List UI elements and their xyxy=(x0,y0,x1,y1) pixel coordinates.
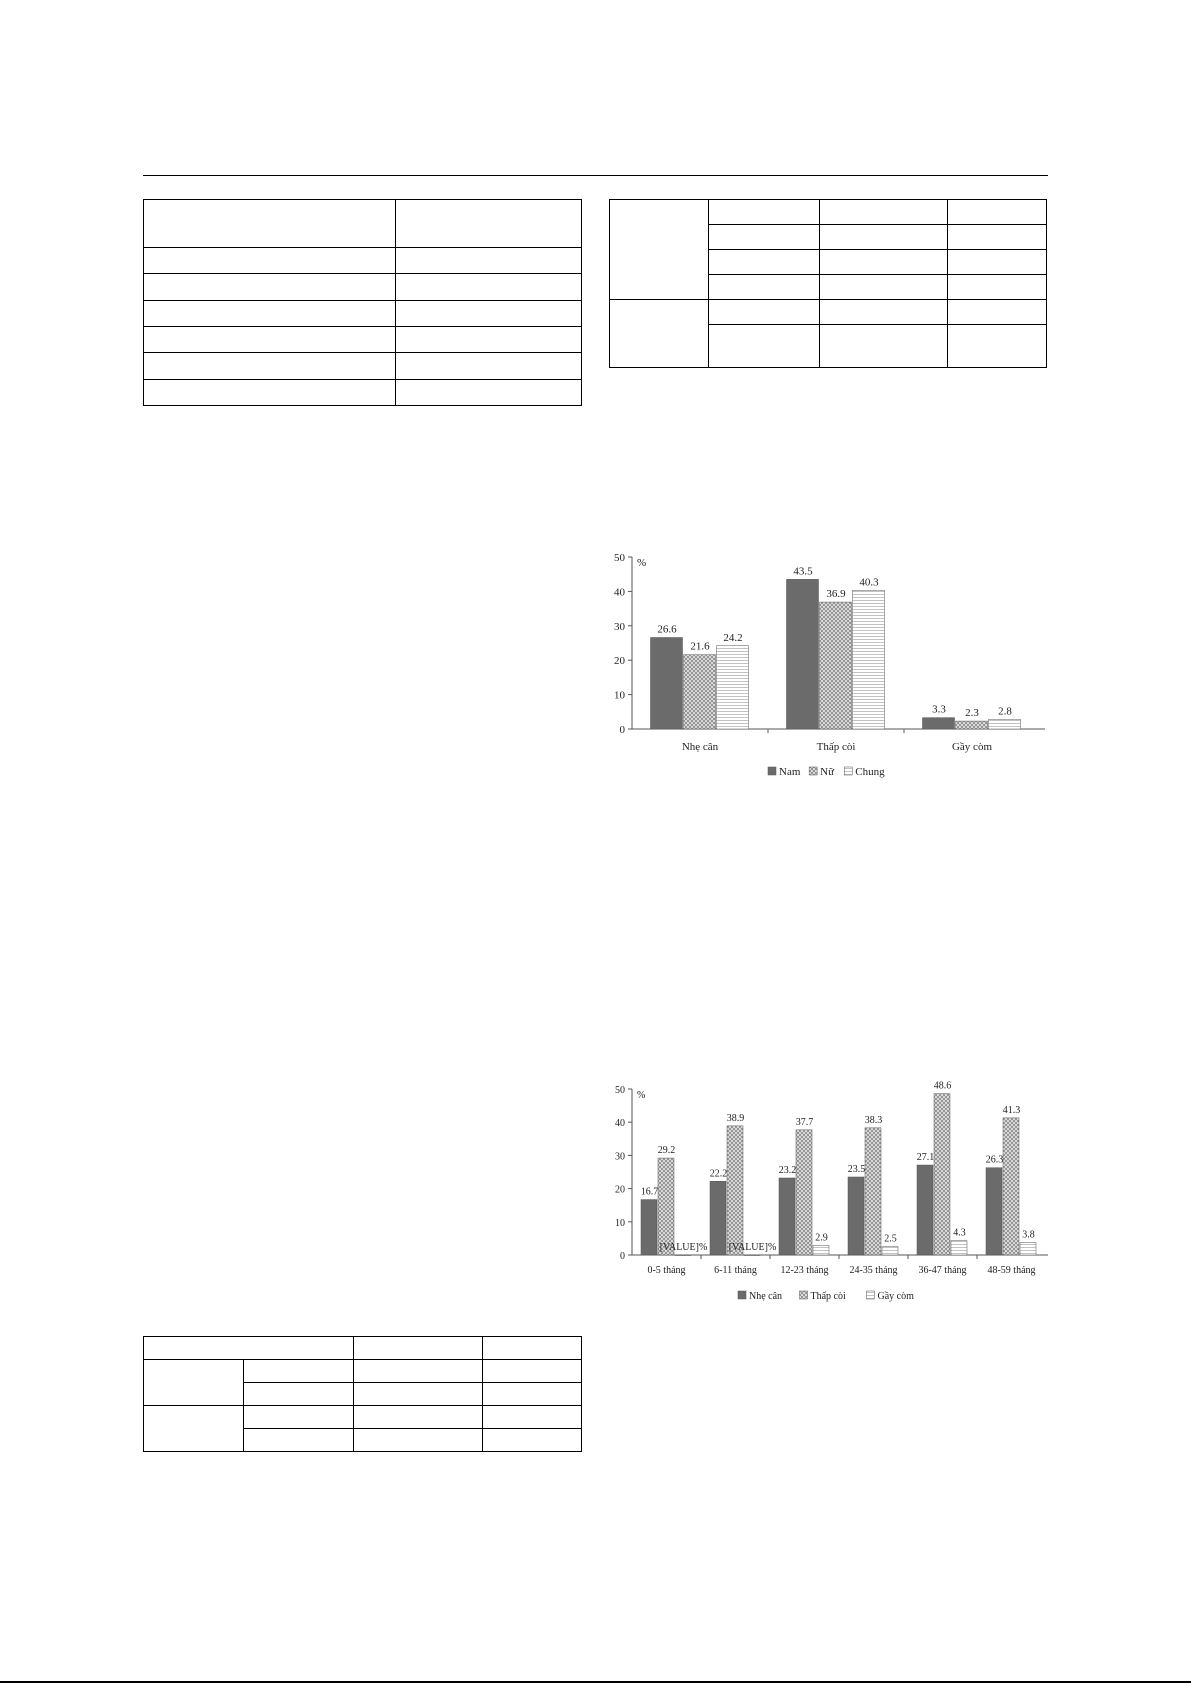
legend-swatch xyxy=(867,1291,875,1299)
category-label: 6-11 tháng xyxy=(714,1265,757,1276)
data-label: 23.5 xyxy=(847,1163,866,1175)
legend-label: Nam xyxy=(779,766,801,778)
bar xyxy=(865,1128,881,1255)
data-label: 3.8 xyxy=(1022,1229,1035,1241)
category-label: Gầy còm xyxy=(951,741,993,753)
bar xyxy=(923,718,955,729)
table-3-cell xyxy=(483,1429,582,1452)
table-2-cell xyxy=(948,300,1047,325)
table-1 xyxy=(143,199,582,406)
table-2-cell xyxy=(708,200,819,225)
table-3-cell xyxy=(483,1360,582,1383)
table-3-cell xyxy=(353,1406,483,1429)
table-3-cell xyxy=(483,1383,582,1406)
table-2-cell xyxy=(948,250,1047,275)
category-label: Nhẹ cân xyxy=(681,741,719,753)
category-label: 0-5 tháng xyxy=(647,1265,686,1276)
table-1-cell xyxy=(144,300,396,326)
data-label: [VALUE]% xyxy=(659,1242,708,1253)
data-label: 4.3 xyxy=(953,1227,966,1239)
bar xyxy=(917,1165,933,1255)
bar xyxy=(641,1200,657,1255)
table-3-cell xyxy=(243,1406,353,1429)
bar xyxy=(956,721,988,729)
bar xyxy=(951,1241,967,1255)
bar xyxy=(651,637,683,729)
legend-label: Thấp còi xyxy=(810,1291,846,1302)
table-2-cell xyxy=(708,325,819,368)
table-3-cell xyxy=(483,1406,582,1429)
data-label: 2.5 xyxy=(884,1233,897,1245)
data-label: 37.7 xyxy=(795,1116,814,1128)
bar xyxy=(787,579,819,729)
table-2-cell xyxy=(819,225,948,250)
bar xyxy=(848,1177,864,1255)
table-2-group-cell xyxy=(610,300,709,368)
data-label: 38.3 xyxy=(864,1114,883,1126)
legend-label: Gầy còm xyxy=(877,1291,914,1302)
table-1-cell xyxy=(144,274,396,300)
table-2-cell xyxy=(948,225,1047,250)
data-label: 48.6 xyxy=(933,1080,952,1092)
unit-label: % xyxy=(637,557,647,569)
legend-swatch xyxy=(800,1291,808,1299)
data-label: 41.3 xyxy=(1002,1104,1021,1116)
bar xyxy=(779,1178,795,1255)
bar xyxy=(744,1255,760,1256)
table-3-group-cell xyxy=(144,1360,244,1406)
y-tick-label: 50 xyxy=(614,552,625,564)
bar xyxy=(986,1168,1002,1255)
data-label: 29.2 xyxy=(657,1145,676,1157)
table-1-cell xyxy=(396,274,582,300)
table-2-cell xyxy=(819,250,948,275)
table-2-cell xyxy=(708,275,819,300)
legend-swatch xyxy=(768,767,776,775)
data-label: 26.3 xyxy=(985,1154,1004,1166)
table-1-header-cell xyxy=(144,200,396,248)
bar xyxy=(989,719,1021,729)
y-tick-label: 0 xyxy=(620,1251,625,1262)
y-tick-label: 0 xyxy=(619,724,625,736)
table-1-cell xyxy=(396,379,582,405)
category-label: 48-59 tháng xyxy=(987,1265,1036,1276)
data-label: 21.6 xyxy=(690,640,710,653)
y-tick-label: 20 xyxy=(615,1184,625,1196)
data-label: 24.2 xyxy=(723,631,743,644)
bar xyxy=(727,1126,743,1255)
legend-swatch xyxy=(809,767,817,775)
table-1-cell xyxy=(144,248,396,274)
y-tick-label: 40 xyxy=(614,586,625,599)
y-tick-label: 20 xyxy=(614,655,625,668)
table-3-cell xyxy=(243,1383,353,1406)
bar xyxy=(1020,1242,1036,1255)
table-2-cell xyxy=(948,325,1047,368)
table-1-header-cell xyxy=(396,200,582,248)
table-2-cell xyxy=(708,300,819,325)
category-label: 36-47 tháng xyxy=(918,1265,967,1276)
table-3-cell xyxy=(353,1429,483,1452)
table-1-cell xyxy=(144,353,396,379)
bar xyxy=(934,1094,950,1255)
table-3-header-cell xyxy=(483,1337,582,1360)
y-tick-label: 50 xyxy=(615,1085,625,1096)
bar xyxy=(684,655,716,729)
data-label: 26.6 xyxy=(657,623,677,636)
table-2-cell xyxy=(819,200,948,225)
table-3-cell xyxy=(243,1360,353,1383)
data-label: [VALUE]% xyxy=(728,1242,777,1253)
table-3 xyxy=(143,1336,582,1452)
table-1-cell xyxy=(396,300,582,326)
y-tick-label: 10 xyxy=(614,689,625,702)
bar xyxy=(710,1181,726,1255)
table-3-cell xyxy=(353,1360,483,1383)
data-label: 2.3 xyxy=(965,707,979,720)
legend-label: Nhẹ cân xyxy=(749,1291,783,1302)
chart-nutrition-by-sex xyxy=(600,545,1060,790)
table-2 xyxy=(609,199,1047,368)
category-label: 12-23 tháng xyxy=(780,1265,829,1276)
data-label: 40.3 xyxy=(859,576,879,589)
table-3-cell xyxy=(243,1429,353,1452)
bar xyxy=(658,1158,674,1255)
legend-label: Nữ xyxy=(820,766,835,778)
bar xyxy=(717,646,749,729)
bar xyxy=(820,602,852,729)
data-label: 27.1 xyxy=(916,1152,935,1164)
table-3-cell xyxy=(353,1383,483,1406)
table-1-cell xyxy=(144,326,396,352)
table-2-cell xyxy=(708,225,819,250)
footer-rule xyxy=(0,1681,1191,1683)
table-1-cell xyxy=(396,326,582,352)
bar xyxy=(813,1245,829,1255)
table-1-cell xyxy=(144,379,396,405)
table-2-cell xyxy=(819,325,948,368)
y-tick-label: 30 xyxy=(615,1151,625,1163)
data-label: 16.7 xyxy=(640,1186,659,1198)
data-label: 3.3 xyxy=(932,703,946,716)
table-2-cell xyxy=(948,275,1047,300)
y-tick-label: 40 xyxy=(615,1118,625,1130)
y-tick-label: 10 xyxy=(615,1217,625,1229)
category-label: Thấp còi xyxy=(816,741,856,753)
table-2-cell xyxy=(819,300,948,325)
legend-label: Chung xyxy=(855,766,885,778)
table-3-group-cell xyxy=(144,1406,244,1452)
data-label: 36.9 xyxy=(826,588,846,601)
bar xyxy=(796,1130,812,1255)
legend-swatch xyxy=(844,767,852,775)
table-1-cell xyxy=(396,248,582,274)
bar xyxy=(1003,1118,1019,1255)
table-2-cell xyxy=(819,275,948,300)
category-label: 24-35 tháng xyxy=(849,1265,898,1276)
table-3-header-cell xyxy=(353,1337,483,1360)
unit-label: % xyxy=(637,1090,646,1101)
y-tick-label: 30 xyxy=(614,620,625,633)
header-rule xyxy=(143,175,1048,176)
table-1-cell xyxy=(396,353,582,379)
table-2-group-cell xyxy=(610,200,709,300)
data-label: 38.9 xyxy=(726,1112,745,1124)
chart-nutrition-by-age xyxy=(600,1075,1060,1310)
data-label: 22.2 xyxy=(709,1168,728,1180)
legend-swatch xyxy=(738,1291,746,1299)
data-label: 2.9 xyxy=(815,1232,828,1244)
bar xyxy=(675,1255,691,1256)
table-2-cell xyxy=(708,250,819,275)
bar xyxy=(882,1247,898,1255)
data-label: 2.8 xyxy=(998,705,1012,718)
data-label: 23.2 xyxy=(778,1164,797,1176)
bar xyxy=(853,590,885,729)
data-label: 43.5 xyxy=(793,565,813,578)
table-3-header-cell xyxy=(144,1337,354,1360)
table-2-cell xyxy=(948,200,1047,225)
